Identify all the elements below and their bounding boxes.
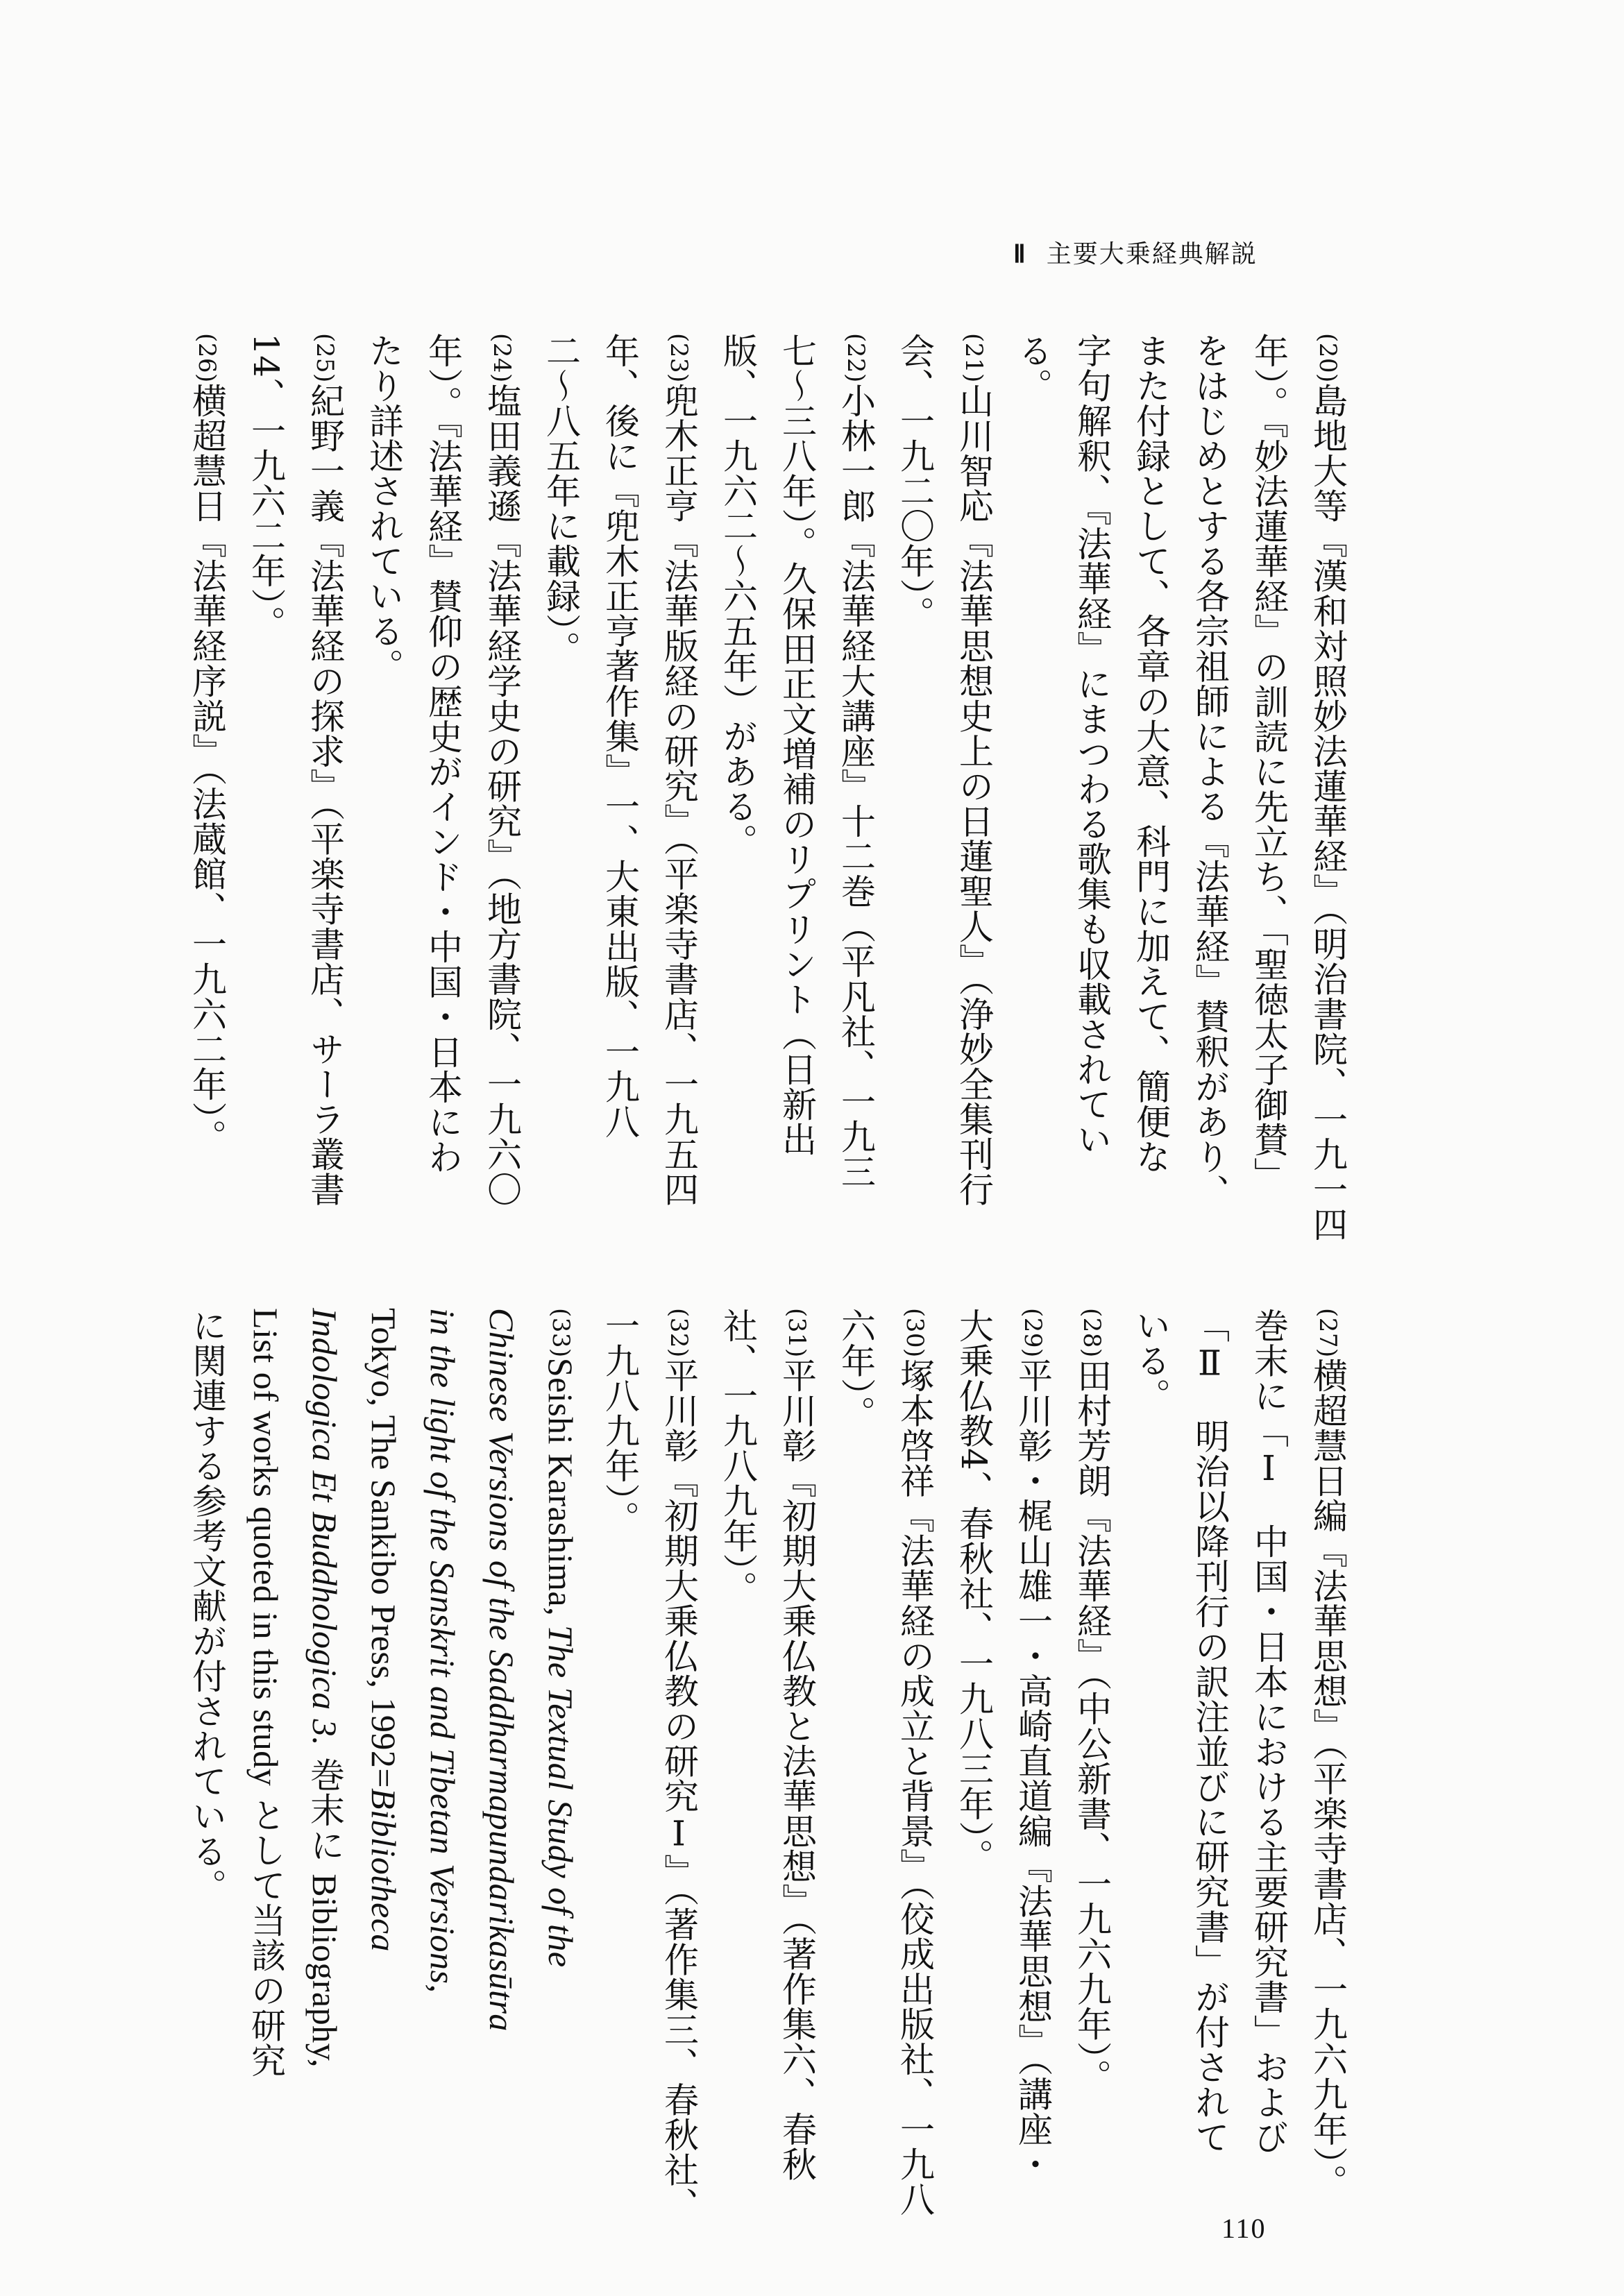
note-text: 兜木正亨『法華版経の研究』（平楽寺書店、一九五四 (659, 382, 699, 1207)
note-line (885, 1308, 944, 2217)
note-line (177, 1308, 236, 2217)
note-text: 一九八九年）。 (600, 1308, 640, 1536)
note-33-author: Seishi Karashima, (541, 1357, 580, 1626)
note-text: また付録として、各章の大意、科門に加えて、簡便な (1131, 333, 1171, 1174)
note-text: 二～八五年に載録）。 (541, 333, 581, 666)
header-section-title: 主要大乗経典解説 (1046, 240, 1258, 269)
note-line (767, 1308, 826, 2217)
note-line (1180, 333, 1239, 1235)
note-line (354, 333, 413, 1235)
note-number: (23) (665, 333, 693, 383)
note-text: 六年）。 (836, 1308, 876, 1431)
note-line (885, 333, 944, 1235)
note-line (295, 1308, 354, 2217)
note-text: 年、後に『兜木正亨著作集』一、大東出版、一九八 (600, 333, 640, 1139)
note-text: 小林一郎『法華経大講座』十二巻（平凡社、一九三 (836, 382, 876, 1189)
note-text: 田村芳朗『法華経』（中公新書、一九六九年）。 (1072, 1357, 1112, 2094)
note-number: (32) (665, 1308, 693, 1358)
note-text: 塩田義遜『法華経学史の研究』（地方書院、一九六〇 (482, 382, 522, 1207)
note-number: (27) (1314, 1308, 1342, 1358)
note-text: 年）。『妙法蓮華経』の訓読に先立ち、「聖徳太子御賛」 (1249, 333, 1289, 1192)
note-line (1239, 1308, 1298, 2217)
note-text: る。 (1013, 333, 1053, 403)
note-line (1003, 333, 1062, 1235)
note-text: 14、一九六二年）。 (246, 333, 286, 641)
note-33-series: Indologica Et Buddhologica 3. (305, 1308, 344, 1746)
note-number: (28) (1078, 1308, 1106, 1358)
note-line (649, 1308, 708, 2222)
note-text: 島地大等『漢和対照妙法蓮華経』（明治書院、一九一四 (1308, 382, 1348, 1242)
note-text: をはじめとする各宗祖師による『法華経』賛釈があり、 (1190, 333, 1230, 1209)
note-number: (25) (311, 333, 339, 383)
note-line (531, 333, 590, 1235)
note-33-bibliography: Bibliography, (305, 1873, 344, 2068)
note-text: 紀野一義『法華経の探求』（平楽寺書店、サーラ叢書 (305, 382, 345, 1207)
note-text: 横超慧日『法華経序説』（法蔵館、一九六二年）。 (187, 382, 227, 1155)
note-line (236, 1308, 295, 2217)
note-line (708, 333, 767, 1235)
note-line (767, 333, 826, 1235)
note-line (1121, 1308, 1180, 2217)
note-text: 字句解釈、『法華経』にまつわる歌集も収載されてい (1072, 333, 1112, 1157)
note-line (944, 333, 1003, 1235)
note-line (1239, 333, 1298, 1235)
note-number: (22) (842, 333, 870, 383)
note-line (1298, 1308, 1357, 2217)
note-text: 七～三八年）。久保田正文増補のリプリント（日新出 (777, 333, 817, 1157)
note-line (708, 1308, 767, 2217)
header-part-number: Ⅱ (1013, 240, 1027, 268)
note-text: 年）。『法華経』賛仰の歴史がインド・中国・日本にわ (423, 333, 463, 1175)
note-number: (26) (193, 333, 221, 383)
note-line (826, 333, 885, 1235)
note-line (295, 333, 354, 1235)
note-text: たり詳述されている。 (364, 333, 404, 683)
note-line (354, 1308, 413, 2217)
note-text: 横超慧日編『法華思想』（平楽寺書店、一九六九年）。 (1308, 1357, 1348, 2200)
page-number: 110 (1221, 2213, 1267, 2244)
running-header (1013, 235, 1374, 270)
note-text: 版、一九六二～六五年）がある。 (718, 333, 758, 859)
note-line (649, 333, 708, 1235)
note-line (413, 333, 472, 1235)
note-number: (21) (960, 333, 988, 383)
notes-upper-block (177, 333, 1357, 1242)
note-text: 会、一九二〇年）。 (895, 333, 935, 631)
note-line (826, 1308, 885, 2217)
note-33-publisher: Tokyo, The Sankibo Press, 1992= (364, 1308, 403, 1789)
note-text: 平川彰『初期大乗仏教の研究Ⅰ』（著作集三、春秋社、 (659, 1357, 699, 2222)
note-33-title: Chinese Versions of the Saddharmapundarikasūtra (482, 1308, 521, 2032)
note-line (1298, 333, 1357, 1242)
note-text: 巻末に「Ⅰ 中国・日本における主要研究書」および (1249, 1308, 1289, 2154)
note-line (1003, 1308, 1062, 2217)
note-line (472, 1308, 531, 2217)
note-text: に関連する参考文献が付されている。 (187, 1308, 227, 1904)
note-text: として当該の研究 (246, 1786, 286, 2078)
note-text: 平川彰『初期大乗仏教と法華思想』（著作集六、春秋 (777, 1357, 817, 2182)
note-line (590, 1308, 649, 2217)
note-number: (31) (783, 1308, 811, 1358)
note-line (1062, 333, 1121, 1235)
note-line (944, 1308, 1003, 2217)
note-text: 大乗仏教4、春秋社、一九八三年）。 (954, 1308, 994, 1874)
note-line (1062, 1308, 1121, 2217)
note-text: 巻末に (305, 1746, 345, 1874)
note-line (177, 333, 236, 1235)
note-number: (33) (547, 1308, 575, 1358)
note-line (531, 1308, 590, 2217)
note-line (1121, 333, 1180, 1235)
note-number: (20) (1314, 333, 1342, 383)
note-line (590, 333, 649, 1235)
note-line (413, 1308, 472, 2217)
note-text: 「Ⅱ 明治以降刊行の訳注並びに研究書」が付されて (1190, 1308, 1230, 2154)
note-line (472, 333, 531, 1235)
note-33-list-title: List of works quoted in this study (246, 1308, 285, 1787)
note-number: (30) (901, 1308, 929, 1358)
note-line (1180, 1308, 1239, 2217)
note-33-series: Bibliotheca (364, 1788, 403, 1953)
note-33-title: The Textual Study of the (541, 1625, 580, 1968)
notes-lower-block (177, 1308, 1357, 2222)
note-text: 山川智応『法華思想史上の日蓮聖人』（浄妙全集刊行 (954, 382, 994, 1207)
note-text: 社、一九八九年）。 (718, 1308, 758, 1606)
note-line (236, 333, 295, 1235)
note-number: (29) (1019, 1308, 1047, 1358)
note-33-title: in the light of the Sanskrit and Tibetan Versions, (423, 1308, 462, 1993)
note-text: いる。 (1131, 1308, 1171, 1413)
note-number: (24) (488, 333, 516, 383)
note-text: 平川彰・梶山雄一・高崎直道編『法華思想』（講座・ (1013, 1357, 1053, 2182)
note-text: 塚本啓祥『法華経の成立と背景』（佼成出版社、一九八 (895, 1357, 935, 2217)
